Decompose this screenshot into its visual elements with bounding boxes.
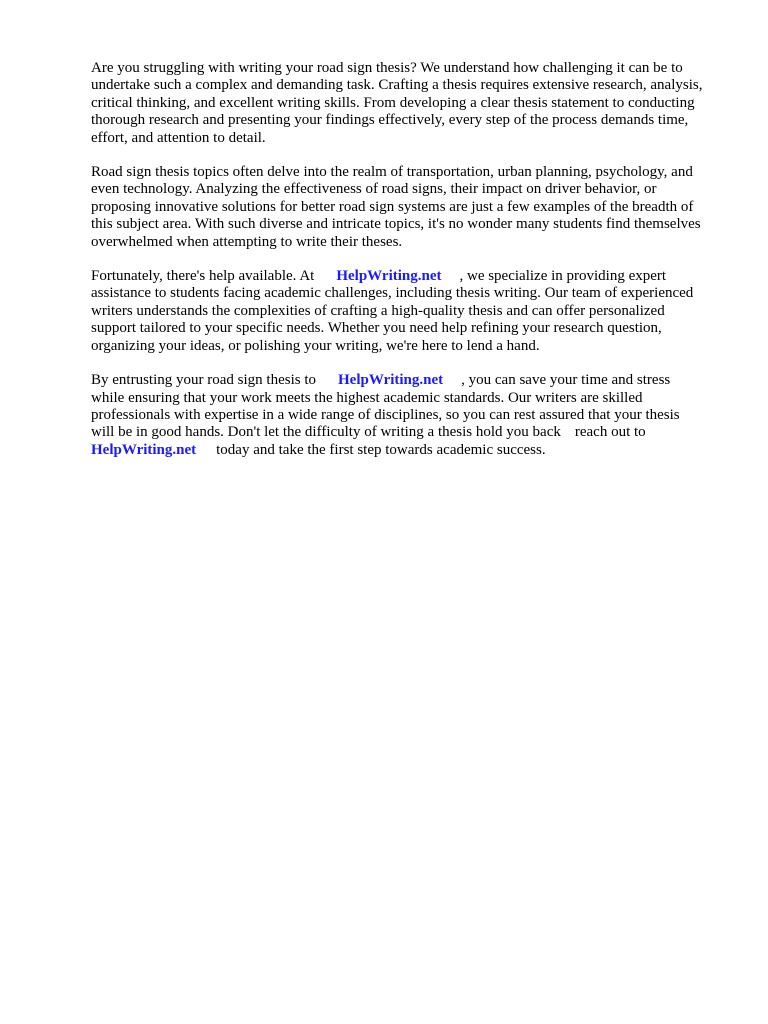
text-line: thorough research and presenting your findings effectively, every step of the process demands time, [91, 112, 689, 129]
document-page [91, 60, 731, 476]
text-line: overwhelmed when attempting to write their theses. [91, 233, 403, 250]
paragraph-closing [91, 372, 731, 459]
text-line: organizing your ideas, or polishing your writing, we're here to lend a hand. [91, 337, 540, 354]
text-line [91, 372, 731, 389]
text-line: this subject area. With such diverse and intricate topics, it's no wonder many students find themselves [91, 216, 701, 233]
text-fragment: reach out to [574, 424, 646, 441]
text-fragment: By entrusting your road sign thesis to [91, 372, 316, 389]
paragraph-topics [91, 164, 731, 251]
text-line: while ensuring that your work meets the highest academic standards. Our writers are skilled [91, 389, 643, 406]
text-line: assistance to students facing academic challenges, including thesis writing. Our team of experienced [91, 285, 694, 302]
helpwriting-link[interactable]: HelpWriting.net [338, 372, 444, 389]
helpwriting-link[interactable]: HelpWriting.net [91, 441, 197, 458]
text-line: critical thinking, and excellent writing skills. From developing a clear thesis statement to conducting [91, 94, 695, 111]
text-line: Road sign thesis topics often delve into the realm of transportation, urban planning, psychology, and [91, 164, 693, 181]
paragraph-intro [91, 60, 731, 147]
text-line: undertake such a complex and demanding task. Crafting a thesis requires extensive research, analysis, [91, 77, 703, 94]
helpwriting-link[interactable]: HelpWriting.net [336, 268, 442, 285]
text-line [91, 442, 731, 459]
text-line: Are you struggling with writing your road sign thesis? We understand how challenging it can be to [91, 60, 683, 76]
text-fragment: , we specialize in providing expert [459, 268, 667, 285]
paragraph-help [91, 268, 731, 355]
text-fragment: today and take the first step towards academic success. [216, 441, 546, 458]
text-line: support tailored to your specific needs. Whether you need help refining your research question, [91, 320, 662, 337]
text-line [91, 268, 731, 285]
text-fragment: Fortunately, there's help available. At [91, 268, 315, 285]
text-fragment: , you can save your time and stress [461, 372, 671, 389]
text-line: proposing innovative solutions for better road sign systems are just a few examples of the breadth of [91, 198, 694, 215]
text-line [91, 424, 731, 441]
text-line: professionals with expertise in a wide range of disciplines, so you can rest assured that your thesis [91, 406, 680, 423]
text-fragment: will be in good hands. Don't let the difficulty of writing a thesis hold you back [91, 424, 561, 441]
text-line: writers understands the complexities of crafting a high-quality thesis and can offer personalized [91, 302, 665, 319]
text-line: even technology. Analyzing the effectiveness of road signs, their impact on driver behavior, or [91, 181, 657, 198]
text-line: effort, and attention to detail. [91, 129, 266, 146]
